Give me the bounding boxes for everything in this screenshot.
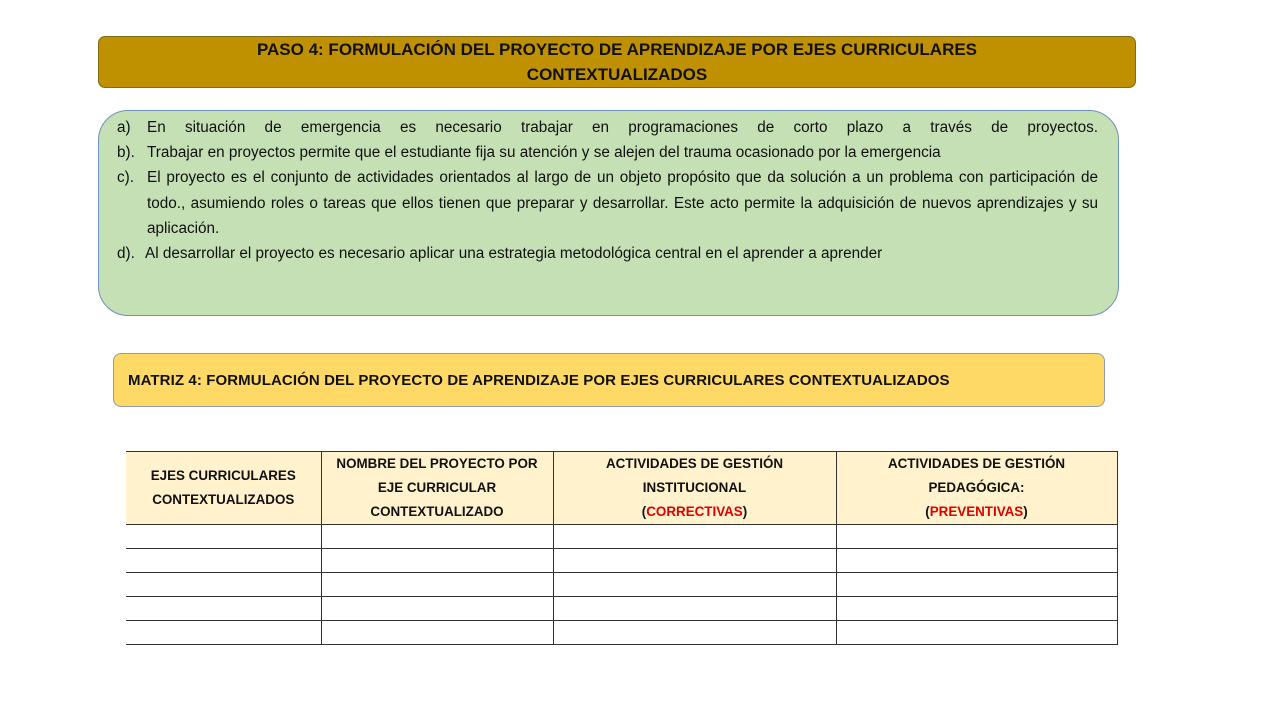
- matrix-table: [126, 451, 1118, 645]
- table-cell[interactable]: [321, 597, 553, 621]
- table-row: [126, 597, 1117, 621]
- paren-close: ): [742, 504, 748, 519]
- table-cell[interactable]: [126, 573, 321, 597]
- table-cell[interactable]: [836, 621, 1117, 645]
- table-cell[interactable]: [321, 621, 553, 645]
- notes-box: [98, 110, 1119, 316]
- table-cell[interactable]: [553, 549, 836, 573]
- paso-4-title: PASO 4: FORMULACIÓN DEL PROYECTO DE APRENDIZAJE POR EJES CURRICULARES CONTEXTUALIZADOS: [256, 40, 978, 84]
- header-gestion-institucional: [553, 452, 836, 525]
- paren-open: (: [925, 504, 930, 519]
- matriz-4-title-bar: [113, 353, 1105, 407]
- table-row: [126, 525, 1117, 549]
- paren-open: (: [641, 504, 647, 519]
- table-cell[interactable]: [836, 597, 1117, 621]
- note-text: Al desarrollar el proyecto es necesario aplicar una estrategia metodológica central en el aprender a aprender: [145, 245, 883, 263]
- matriz-4-title: MATRIZ 4: FORMULACIÓN DEL PROYECTO DE APRENDIZAJE POR EJES CURRICULARES CONTEXTUALIZADOS: [128, 371, 950, 389]
- header-nombre-proyecto: [321, 452, 553, 525]
- note-marker: c).: [117, 169, 134, 187]
- table-row: [126, 549, 1117, 573]
- header-text: ACTIVIDADES DE GESTIÓN PEDAGÓGICA:: [887, 456, 1066, 495]
- table-cell[interactable]: [126, 597, 321, 621]
- table-cell[interactable]: [321, 549, 553, 573]
- table-cell[interactable]: [126, 549, 321, 573]
- table-cell[interactable]: [553, 573, 836, 597]
- header-text: ACTIVIDADES DE GESTIÓN INSTITUCIONAL: [605, 456, 784, 495]
- table-row: [126, 621, 1117, 645]
- note-marker: b).: [117, 144, 135, 162]
- header-highlight-preventivas: PREVENTIVAS: [929, 504, 1024, 519]
- table-cell[interactable]: [836, 573, 1117, 597]
- header-text: NOMBRE DEL PROYECTO POR EJE CURRICULAR CONTEXTUALIZADO: [336, 456, 538, 519]
- note-text: En situación de emergencia es necesario trabajar en programaciones de corto plazo a través de proyectos.: [147, 119, 1098, 136]
- note-marker: d).: [117, 245, 135, 263]
- header-highlight-correctivas: CORRECTIVAS: [646, 504, 743, 519]
- table-row: [126, 573, 1117, 597]
- header-ejes: [126, 452, 321, 525]
- note-text: Trabajar en proyectos permite que el estudiante fija su atención y se alejen del trauma ocasionado por la emergencia: [147, 144, 941, 162]
- table-cell[interactable]: [321, 525, 553, 549]
- table-cell[interactable]: [836, 525, 1117, 549]
- table-cell[interactable]: [553, 597, 836, 621]
- table-cell[interactable]: [126, 525, 321, 549]
- note-c: [117, 165, 1098, 241]
- note-d: [117, 241, 1098, 266]
- table-cell[interactable]: [836, 549, 1117, 573]
- note-a: [117, 115, 1098, 140]
- header-text: EJES CURRICULARES CONTEXTUALIZADOS: [150, 468, 296, 507]
- table-header-row: [126, 452, 1117, 525]
- table-cell[interactable]: [126, 621, 321, 645]
- note-b: [117, 140, 1098, 165]
- note-text: El proyecto es el conjunto de actividades orientados al largo de un objeto propósito que da solución a un problema con participación de todo., asumiendo roles o tareas que ellos tienen que preparar y desarrollar. Este acto permite la adquisición de nuevos aprendizajes y su aplicación.: [147, 169, 1098, 237]
- header-gestion-pedagogica: [836, 452, 1117, 525]
- table-cell[interactable]: [553, 525, 836, 549]
- table-cell[interactable]: [321, 573, 553, 597]
- paren-close: ): [1023, 504, 1028, 519]
- note-marker: a): [117, 119, 131, 136]
- table-cell[interactable]: [553, 621, 836, 645]
- paso-4-title-bar: [98, 36, 1136, 88]
